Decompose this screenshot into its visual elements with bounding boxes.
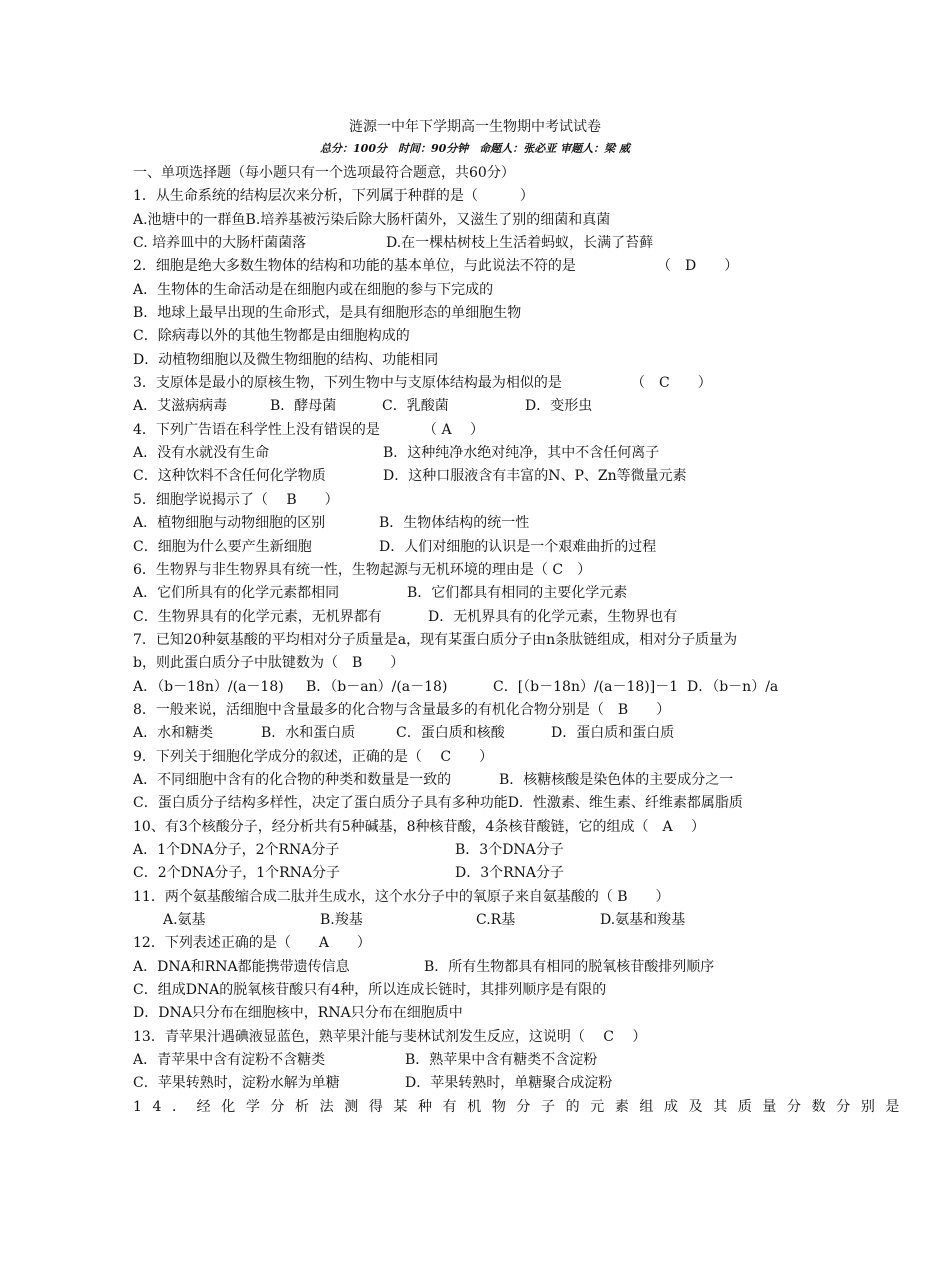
text-line: 11．两个氨基酸缩合成二肽并生成水，这个水分子中的氧原子来自氨基酸的（ B ） bbox=[133, 888, 670, 905]
text-line: B．地球上最早出现的生命形式，是具有细胞形态的单细胞生物 bbox=[133, 305, 522, 322]
option: A．1个DNA分子，2个RNA分子 bbox=[133, 841, 340, 858]
answer-bracket: （ A ） bbox=[423, 421, 485, 438]
option: A．不同细胞中含有的化合物的种类和数量是一致的 bbox=[133, 771, 452, 788]
options-line bbox=[133, 956, 823, 979]
option: B．3个DNA分子 bbox=[455, 841, 564, 858]
text-line: 8．一般来说，活细胞中含量最多的化合物与含量最多的有机化合物分别是（ B ） bbox=[133, 701, 671, 718]
text-line: C．蛋白质分子结构多样性，决定了蛋白质分子具有多种功能D．性激素、维生素、纤维素都属脂质 bbox=[133, 795, 743, 812]
option: C．苹果转熟时，淀粉水解为单糖 bbox=[133, 1075, 340, 1092]
option: D．蛋白质和蛋白质 bbox=[551, 725, 675, 742]
option: A．植物细胞与动物细胞的区别 bbox=[133, 515, 326, 532]
text-line: 5．细胞学说揭示了（ B ） bbox=[133, 491, 339, 508]
option: D．苹果转熟时，单糖聚合成淀粉 bbox=[405, 1075, 613, 1092]
option: B．（b－an）/(a－18) bbox=[306, 678, 448, 695]
option: C.R基 bbox=[476, 912, 516, 928]
options-line bbox=[133, 606, 823, 629]
option: A．青苹果中含有淀粉不含糖类 bbox=[133, 1052, 326, 1069]
option: A．（b－18n）/(a－18) bbox=[133, 678, 284, 695]
options-line bbox=[133, 465, 823, 488]
exam-meta: 总分：100分 时间：90分钟 命题人：张必亚 审题人：梁 威 bbox=[320, 142, 630, 155]
question-line bbox=[133, 372, 823, 395]
text-line: 14．经化学分析法测得某种有机物分子的元素组成及其质量分数分别是 bbox=[133, 1098, 911, 1115]
option: C．2个DNA分子，1个RNA分子 bbox=[133, 865, 341, 882]
option: B．水和蛋白质 bbox=[261, 725, 356, 742]
option: B．核糖核酸是染色体的主要成分之一 bbox=[499, 771, 734, 788]
options-line bbox=[133, 512, 823, 535]
options-line bbox=[133, 676, 823, 699]
question-text: 3．支原体是最小的原核生物，下列生物中与支原体结构最为相似的是 bbox=[133, 375, 562, 392]
options-line bbox=[133, 769, 823, 792]
option: D．（b－n）/a bbox=[687, 678, 779, 695]
option: A．DNA和RNA都能携带遗传信息 bbox=[133, 958, 350, 975]
options-line bbox=[133, 232, 823, 255]
options-line bbox=[133, 536, 823, 559]
answer-bracket: （ D ） bbox=[657, 258, 739, 275]
option: D．人们对细胞的认识是一个艰难曲折的过程 bbox=[379, 538, 657, 555]
text-line: 6．生物界与非生物界具有统一性，生物起源与无机环境的理由是（ C ） bbox=[133, 561, 592, 578]
question-list bbox=[133, 162, 911, 1119]
text-line: C．组成DNA的脱氧核苷酸只有4种，所以连成长链时，其排列顺序是有限的 bbox=[133, 982, 607, 999]
question-line bbox=[133, 255, 823, 278]
option: A．没有水就没有生命 bbox=[133, 445, 270, 462]
question-line bbox=[133, 419, 823, 442]
text-line: 13．青苹果汁遇碘液显蓝色，熟苹果汁能与斐林试剂发生反应，这说明（ C ） bbox=[133, 1028, 647, 1045]
option: B．生物体结构的统一性 bbox=[379, 515, 530, 532]
question-text: 2．细胞是绝大多数生物体的结构和功能的基本单位，与此说法不符的是 bbox=[133, 258, 576, 275]
option: C．这种饮料不含任何化学物质 bbox=[133, 468, 326, 485]
option: D．3个RNA分子 bbox=[455, 865, 565, 882]
options-line bbox=[133, 582, 823, 605]
option: A．艾滋病病毒 bbox=[133, 398, 228, 415]
options-line bbox=[133, 442, 823, 465]
options-line bbox=[133, 1049, 823, 1072]
option: D．无机界具有的化学元素，生物界也有 bbox=[428, 608, 678, 625]
question-text: 4．下列广告语在科学性上没有错误的是 bbox=[133, 421, 380, 438]
text-line: 9．下列关于细胞化学成分的叙述，正确的是（ C ） bbox=[133, 748, 494, 765]
options-line bbox=[133, 862, 823, 885]
option: B．所有生物都具有相同的脱氧核苷酸排列顺序 bbox=[424, 958, 715, 975]
text-line: A．生物体的生命活动是在细胞内或在细胞的参与下完成的 bbox=[133, 281, 494, 298]
option: D．这种口服液含有丰富的N、P、Zn等微量元素 bbox=[383, 468, 687, 485]
text-line: C．除病毒以外的其他生物都是由细胞构成的 bbox=[133, 328, 410, 345]
answer-bracket: （ C ） bbox=[631, 375, 712, 392]
option: C．蛋白质和核酸 bbox=[396, 725, 505, 742]
options-line bbox=[133, 395, 823, 418]
text-line: 12．下列表述正确的是（ A ） bbox=[133, 935, 371, 952]
text-line: b，则此蛋白质分子中肽键数为（ B ） bbox=[133, 655, 405, 672]
text-line: D．DNA只分布在细胞核中，RNA只分布在细胞质中 bbox=[133, 1005, 463, 1022]
option: C．乳酸菌 bbox=[382, 398, 449, 415]
option: C．[（b－18n）/(a－18)]－1 bbox=[493, 678, 679, 695]
options-line bbox=[133, 1072, 823, 1095]
option: B．它们都具有相同的主要化学元素 bbox=[407, 585, 628, 602]
text-line: A.池塘中的一群鱼B.培养基被污染后除大肠杆菌外，又滋生了别的细菌和真菌 bbox=[133, 211, 611, 228]
exam-title: 涟源一中年下学期高一生物期中考试试卷 bbox=[349, 119, 601, 135]
option: D．变形虫 bbox=[525, 398, 593, 415]
text-line: 10、有3个核酸分子，经分析共有5种碱基，8种核苷酸，4条核苷酸链，它的组成（ A ） bbox=[133, 818, 706, 835]
option: A．水和糖类 bbox=[133, 725, 214, 742]
text-line: D．动植物细胞以及微生物细胞的结构、功能相同 bbox=[133, 351, 439, 368]
option: D.在一棵枯树枝上生活着蚂蚁，长满了苔藓 bbox=[386, 235, 654, 252]
options-line bbox=[133, 909, 823, 932]
option: D.氨基和羧基 bbox=[600, 912, 686, 928]
option: A．它们所具有的化学元素都相同 bbox=[133, 585, 340, 602]
option: C．生物界具有的化学元素，无机界都有 bbox=[133, 608, 382, 625]
text-line: 1．从生命系统的结构层次来分析，下列属于种群的是（ ） bbox=[133, 188, 534, 205]
option: B.羧基 bbox=[320, 912, 363, 928]
options-line bbox=[133, 722, 823, 745]
option: C. 培养皿中的大肠杆菌菌落 bbox=[133, 235, 307, 252]
option: C．细胞为什么要产生新细胞 bbox=[133, 538, 312, 555]
option: B．酵母菌 bbox=[270, 398, 337, 415]
option: B．这种纯净水绝对纯净，其中不含任何离子 bbox=[383, 445, 660, 462]
option: B．熟苹果中含有糖类不含淀粉 bbox=[405, 1052, 598, 1069]
options-line bbox=[133, 839, 823, 862]
text-line: 7．已知20种氨基酸的平均相对分子质量是a，现有某蛋白质分子由n条肽链组成，相对分子质量为 bbox=[133, 631, 738, 648]
section-heading: 一、单项选择题（每小题只有一个选项最符合题意，共60分） bbox=[133, 165, 515, 181]
option: A.氨基 bbox=[163, 912, 206, 928]
